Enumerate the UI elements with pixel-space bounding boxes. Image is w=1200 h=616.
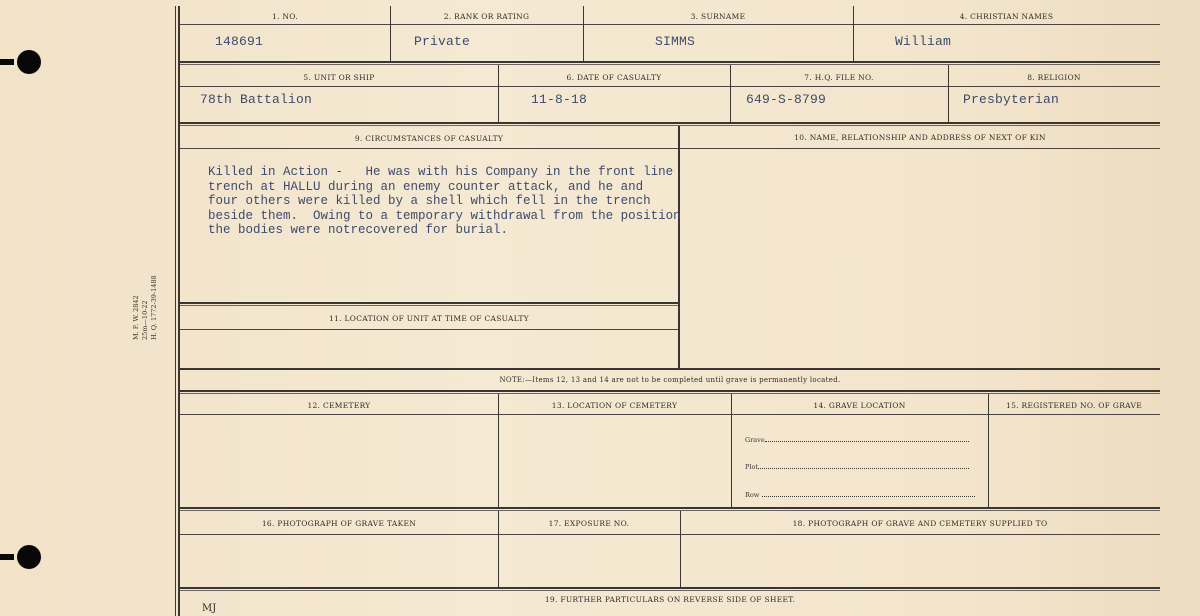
field-label-next-of-kin: 10. NAME, RELATIONSHIP AND ADDRESS OF NEXT OF KIN — [794, 133, 1046, 142]
grave-field[interactable] — [745, 436, 969, 444]
field-label-unit: 5. UNIT OR SHIP — [303, 73, 375, 82]
divider — [180, 587, 1160, 591]
punch-hole-tail-top — [0, 59, 14, 65]
left-border-outer — [175, 6, 176, 616]
divider — [180, 61, 1160, 65]
punch-hole-top — [17, 50, 41, 74]
field-value-date-of-casualty[interactable]: 11-8-18 — [531, 92, 588, 107]
field-value-christian-names[interactable]: William — [895, 34, 952, 49]
field-value-hq-file-no[interactable]: 649-S-8799 — [746, 92, 827, 107]
field-label-surname: 3. SURNAME — [690, 12, 746, 21]
plot-dotted-line — [758, 468, 969, 469]
circumstances-line: four others were killed by a shell which fell in the trench — [208, 194, 651, 208]
divider — [988, 394, 989, 508]
field-label-location-of-unit: 11. LOCATION OF UNIT AT TIME OF CASUALTY — [329, 314, 529, 323]
punch-hole-bottom — [17, 545, 41, 569]
divider — [180, 368, 1160, 370]
field-label-circumstances: 9. CIRCUMSTANCES OF CASUALTY — [354, 134, 504, 143]
grave-dotted-line — [765, 441, 969, 442]
plot-field[interactable] — [745, 463, 969, 471]
divider — [180, 329, 678, 330]
field-value-religion[interactable]: Presbyterian — [963, 92, 1060, 107]
row-field[interactable] — [745, 491, 975, 499]
divider — [180, 24, 1160, 25]
divider — [180, 302, 678, 306]
divider — [180, 507, 1160, 511]
form-code-line-2: 25m—10-22 — [141, 300, 149, 340]
note-text: NOTE:—Items 12, 13 and 14 are not to be completed until grave is permanently located. — [499, 376, 841, 384]
row-label: Row — [745, 491, 760, 499]
circumstances-line: Killed in Action - He was with his Company in the front line — [208, 165, 674, 179]
circumstances-line: beside them. Owing to a temporary withdrawal from the position — [208, 208, 681, 223]
form-code-line-3: H. Q. 1772-39-1488 — [150, 275, 158, 340]
field-label-rank: 2. RANK OR RATING — [443, 12, 530, 21]
field-value-rank[interactable]: Private — [414, 34, 471, 49]
divider — [180, 122, 1160, 126]
field-label-cemetery: 12. CEMETERY — [307, 401, 371, 410]
field-label-religion: 8. RELIGION — [1027, 73, 1081, 82]
row-dotted-line — [762, 496, 975, 497]
field-label-photo-supplied-to: 18. PHOTOGRAPH OF GRAVE AND CEMETERY SUPPLIED TO — [792, 519, 1048, 528]
divider — [731, 394, 732, 508]
field-label-photo-taken: 16. PHOTOGRAPH OF GRAVE TAKEN — [261, 519, 417, 528]
form-code — [132, 275, 159, 340]
circumstances-line: the bodies were notrecovered for burial. — [208, 223, 509, 237]
field-label-no: 1. NO. — [272, 12, 298, 21]
divider — [180, 534, 1160, 535]
field-label-christian-names: 4. CHRISTIAN NAMES — [959, 12, 1054, 21]
field-label-location-of-cemetery: 13. LOCATION OF CEMETERY — [551, 401, 678, 410]
circumstances-text[interactable] — [208, 165, 681, 238]
divider — [180, 86, 1160, 87]
field-label-hq-file-no: 7. H.Q. FILE NO. — [804, 73, 874, 82]
divider — [680, 148, 1160, 149]
field-value-no[interactable]: 148691 — [215, 34, 264, 49]
field-value-surname[interactable]: SIMMS — [655, 34, 696, 49]
circumstances-line: trench at HALLU during an enemy counter attack, and he and — [208, 179, 644, 194]
grave-label: Grave — [745, 436, 765, 444]
field-label-further-particulars: 19. FURTHER PARTICULARS ON REVERSE SIDE OF SHEET. — [544, 595, 796, 604]
field-value-unit[interactable]: 78th Battalion — [200, 92, 313, 107]
divider — [180, 390, 1160, 394]
divider — [180, 414, 1160, 415]
divider — [678, 126, 680, 368]
plot-label: Plot — [745, 463, 758, 471]
clerk-initials: MJ — [202, 603, 217, 614]
field-label-registered-no: 15. REGISTERED NO. OF GRAVE — [1006, 401, 1142, 410]
field-label-date-of-casualty: 6. DATE OF CASUALTY — [566, 73, 662, 82]
field-label-grave-location: 14. GRAVE LOCATION — [813, 401, 906, 410]
form-code-line-1: M. F. W. 2842 — [132, 295, 140, 340]
divider — [180, 148, 678, 149]
divider — [498, 394, 499, 508]
field-label-exposure-no: 17. EXPOSURE NO. — [548, 519, 630, 528]
punch-hole-tail-bottom — [0, 554, 14, 560]
